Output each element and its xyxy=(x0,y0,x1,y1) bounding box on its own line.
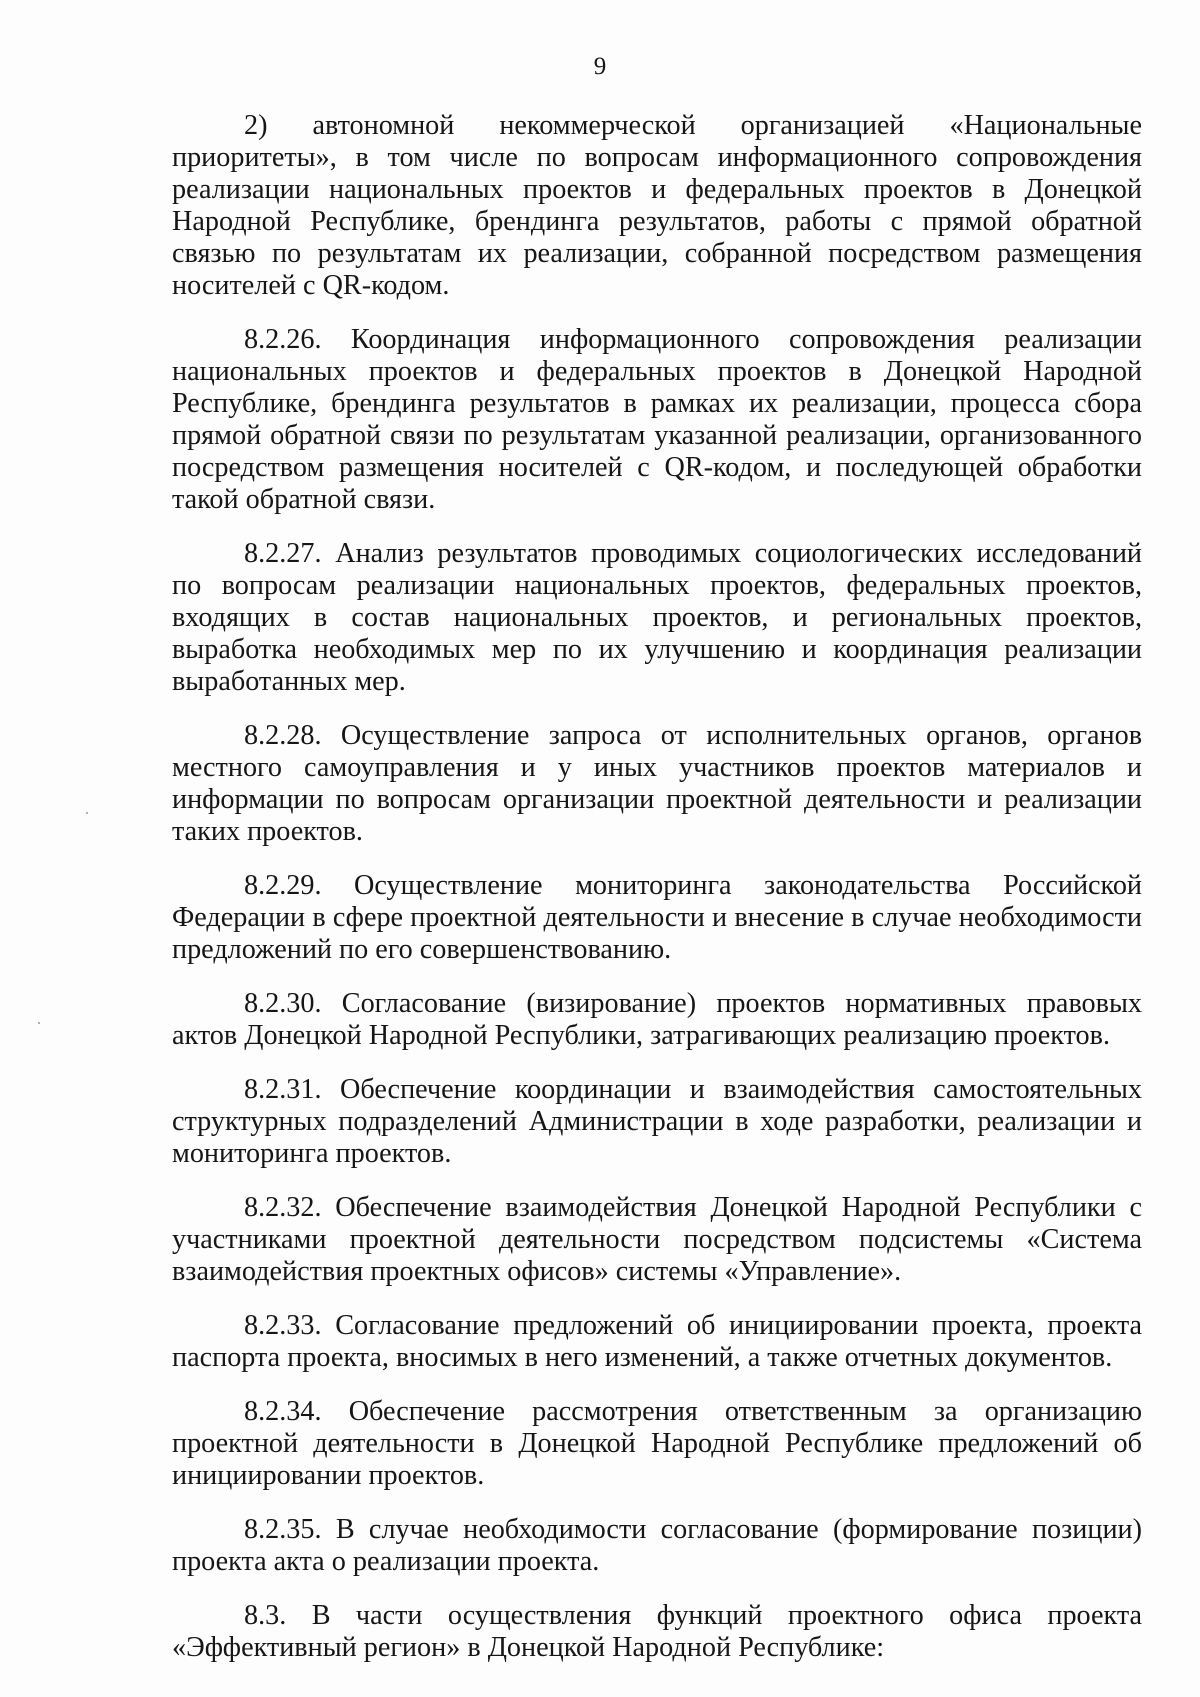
paragraph-number: 8.2.34. xyxy=(244,1396,322,1427)
paragraph-8-2-26 xyxy=(172,324,1142,516)
paragraph-8-2-30 xyxy=(172,988,1142,1052)
paragraph-8-2-29 xyxy=(172,870,1142,966)
paragraph-text: Осуществление запроса от исполнительных органов, органов местного самоуправления и у иных участников проектов материалов и информации по вопросам организации проектной деятельности и реализации таких проектов. xyxy=(172,720,1142,847)
paragraph-8-3 xyxy=(172,1600,1142,1664)
paragraph-text: Координация информационного сопровождения реализации национальных проектов и федеральных проектов в Донецкой Народной Республике, брендинга результатов в рамках их реализации, процесса сбора прямой обратной связи по результатам указанной реализации, организованного посредством размещения носителей с QR-кодом, и последующей обработки такой обратной связи. xyxy=(172,324,1143,515)
scan-speck xyxy=(86,812,88,814)
paragraph-text: Анализ результатов проводимых социологических исследований по вопросам реализации национальных проектов, федеральных проектов, входящих в состав национальных проектов, и региональных проектов, выработка необходимых мер по их улучшению и координация реализации выработанных мер. xyxy=(172,538,1142,697)
paragraph-number: 8.2.29. xyxy=(244,870,322,901)
paragraph-number: 8.2.33. xyxy=(244,1310,322,1341)
scan-speck xyxy=(38,1022,40,1024)
paragraph-8-2-34 xyxy=(172,1396,1142,1492)
paragraph-text: Обеспечение координации и взаимодействия самостоятельных структурных подразделений Администрации в ходе разработки, реализации и мониторинга проектов. xyxy=(172,1074,1142,1169)
paragraph-text: Согласование (визирование) проектов нормативных правовых актов Донецкой Народной Республики, затрагивающих реализацию проектов. xyxy=(172,988,1142,1051)
document-body xyxy=(172,110,1142,1686)
paragraph-text: 2) автономной некоммерческой организацией «Национальные приоритеты», в том числе по вопросам информационного сопровождения реализации национальных проектов и федеральных проектов в Донецкой Народной Республике, брендинга результатов, работы с прямой обратной связью по результатам их реализации, собранной посредством размещения носителей с QR-кодом. xyxy=(172,110,1142,301)
paragraph-number: 8.2.30. xyxy=(244,988,322,1019)
paragraph-text: Согласование предложений об инициировании проекта, проекта паспорта проекта, вносимых в него изменений, а также отчетных документов. xyxy=(172,1310,1142,1373)
paragraph-8-2-33 xyxy=(172,1310,1142,1374)
paragraph-number: 8.2.35. xyxy=(244,1514,322,1545)
paragraph-8-2-31 xyxy=(172,1074,1142,1170)
paragraph-text: В части осуществления функций проектного офиса проекта «Эффективный регион» в Донецкой Народной Республике: xyxy=(172,1600,1143,1663)
paragraph-number: 8.2.31. xyxy=(244,1074,322,1105)
page-number: 9 xyxy=(593,53,607,80)
paragraph-number: 8.2.28. xyxy=(244,720,322,751)
paragraph-8-2-28 xyxy=(172,720,1142,848)
paragraph-8-2-32 xyxy=(172,1192,1142,1288)
paragraph-number: 8.3. xyxy=(244,1600,287,1631)
paragraph-text: В случае необходимости согласование (формирование позиции) проекта акта о реализации проекта. xyxy=(172,1514,1142,1577)
paragraph-number: 8.2.26. xyxy=(244,324,322,355)
paragraph-text: Обеспечение взаимодействия Донецкой Народной Республики с участниками проектной деятельности посредством подсистемы «Система взаимодействия проектных офисов» системы «Управление». xyxy=(172,1192,1142,1287)
paragraph-number: 8.2.27. xyxy=(244,538,322,569)
paragraph-number: 8.2.32. xyxy=(244,1192,322,1223)
paragraph-text: Обеспечение рассмотрения ответственным за организацию проектной деятельности в Донецкой Народной Республике предложений об инициировании проектов. xyxy=(172,1396,1142,1491)
paragraph-8-2-27 xyxy=(172,538,1142,698)
paragraph-text: Осуществление мониторинга законодательства Российской Федерации в сфере проектной деятельности и внесение в случае необходимости предложений по его совершенствованию. xyxy=(172,870,1142,965)
paragraph-2 xyxy=(172,110,1142,302)
paragraph-8-2-35 xyxy=(172,1514,1142,1578)
